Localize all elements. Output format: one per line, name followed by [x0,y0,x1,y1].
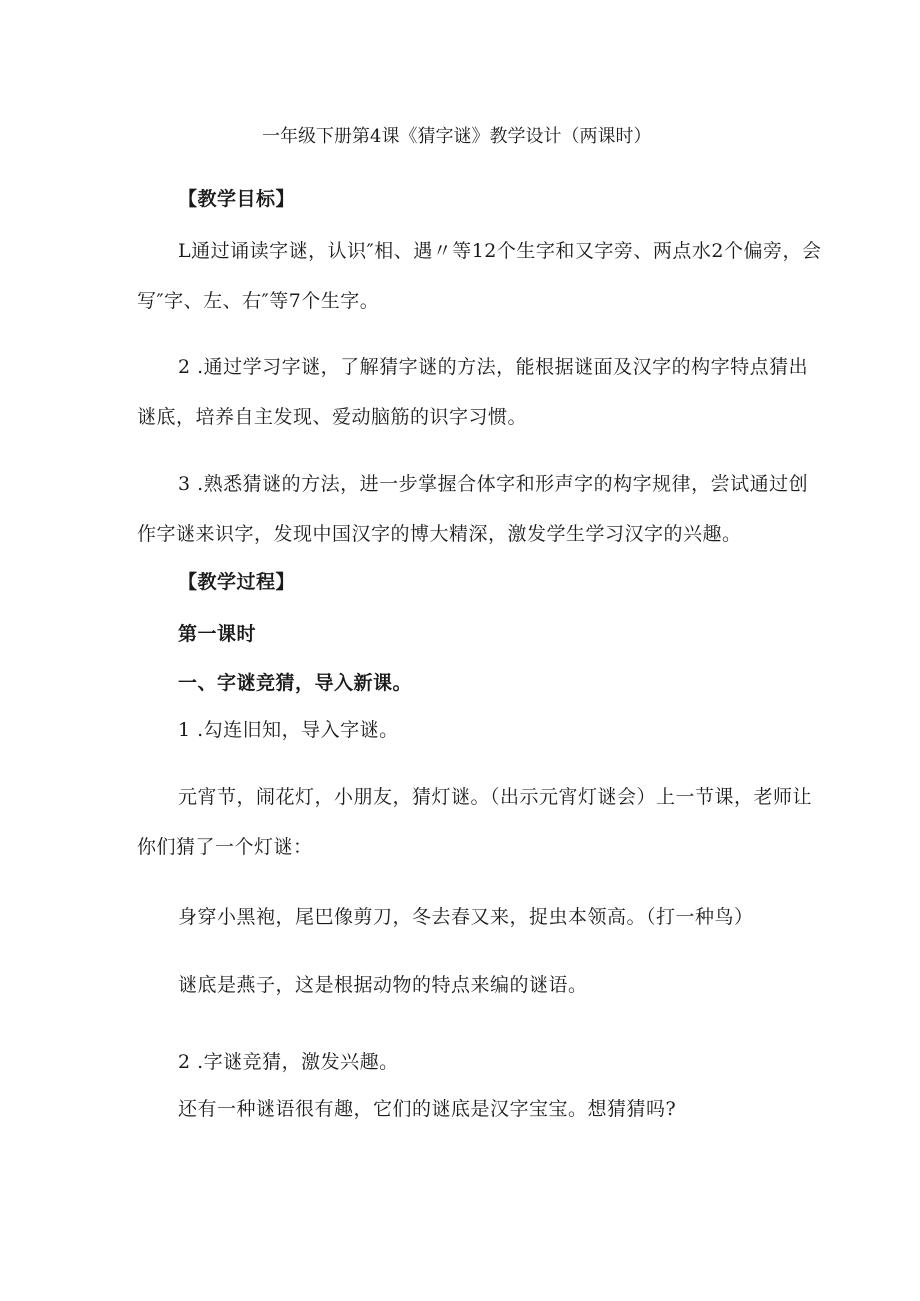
para-1-line-1: 元宵节，闹花灯，小朋友，猜灯谜。（出示元宵灯谜会）上一节课，老师让 [178,786,813,808]
goal-2-line-2: 谜底，培养自主发现、爱动脑筋的识字习惯。 [137,406,528,428]
step-2: 2 .字谜竞猜，激发兴趣。 [178,1051,399,1073]
para-2: 还有一种谜语很有趣，它们的谜底是汉字宝宝。想猜猜吗? [178,1098,677,1120]
riddle-answer: 谜底是燕子，这是根据动物的特点来编的谜语。 [178,974,588,996]
goals-heading: 【教学目标】 [178,188,296,210]
process-heading: 【教学过程】 [178,571,296,593]
para-1-line-2: 你们猜了一个灯谜： [137,836,313,858]
document-title: 一年级下册第4课《猜字谜》教学设计（两课时） [262,126,652,147]
goal-3-line-1: 3 .熟悉猜谜的方法，进一步掌握合体字和形声字的构字规律，尝试通过创 [178,473,809,495]
step-1: 1 .勾连旧知，导入字谜。 [178,719,399,741]
section-1-heading: 一、字谜竞猜，导入新课。 [178,672,413,694]
goal-2-line-1: 2 .通过学习字谜，了解猜字谜的方法，能根据谜面及汉字的构字特点猜出 [178,356,809,378]
goal-1-line-2: 写″字、左、右″等7个生字。 [137,290,380,312]
goal-3-line-2: 作字谜来识字，发现中国汉字的博大精深，激发学生学习汉字的兴趣。 [137,523,742,545]
lesson-1-heading: 第一课时 [178,623,257,645]
riddle-text: 身穿小黑袍，尾巴像剪刀，冬去春又来，捉虫本领高。（打一种鸟） [178,906,754,928]
goal-1-line-1: L通过诵读字谜，认识″相、遇〃等12个生字和又字旁、两点水2个偏旁，会 [178,240,822,262]
